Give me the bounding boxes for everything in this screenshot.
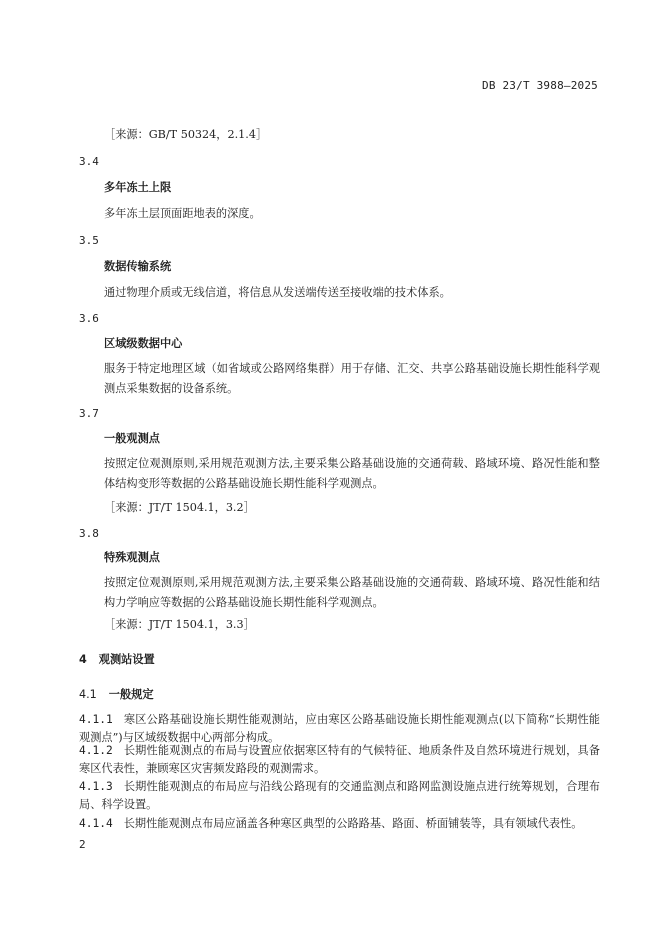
term-definition: 通过物理介质或无线信道，将信息从发送端传送至接收端的技术体系。 [104, 286, 451, 299]
standard-number: DB 23/T 3988—2025 [482, 79, 598, 92]
clause [79, 742, 600, 778]
term-title: 一般观测点 [104, 432, 160, 445]
term-definition: 按照定位观测原则,采用规范观测方法,主要采集公路基础设施的交通荷载、路域环境、路况性能和整体结构变形等数据的公路基础设施长期性能科学观测点。 [104, 457, 600, 490]
source-citation: ［来源：GB/T 50324，2.1.4］ [104, 128, 268, 141]
term-title: 多年冻土上限 [104, 181, 172, 194]
term-number: 3.4 [79, 155, 99, 168]
section-title: 观测站设置 [98, 653, 155, 666]
section-heading [79, 652, 155, 667]
source-citation: ［来源：JT/T 1504.1，3.2］ [104, 501, 255, 514]
term-number: 3.7 [79, 407, 99, 420]
clause-text: 长期性能观测点布局应涵盖各种寒区典型的公路路基、路面、桥面铺装等，具有领域代表性。 [123, 817, 583, 830]
clause-number: 4.1.3 [79, 780, 113, 793]
clause-number: 4.1.2 [79, 744, 113, 757]
clause-number: 4.1.1 [79, 713, 113, 726]
clause-text: 长期性能观测点的布局与设置应依据寒区特有的气候特征、地质条件及自然环境进行规划，具备寒区代表性，兼顾寒区灾害频发路段的观测需求。 [79, 744, 600, 775]
subsection-number: 4.1 [79, 688, 97, 701]
term-title: 特殊观测点 [104, 551, 160, 564]
subsection-heading [79, 687, 154, 702]
term-number: 3.5 [79, 234, 99, 247]
term-definition: 多年冻土层顶面距地表的深度。 [104, 207, 261, 220]
clause-text: 长期性能观测点的布局应与沿线公路现有的交通监测点和路网监测设施点进行统筹规划，合理布局、科学设置。 [79, 780, 600, 811]
term-number: 3.6 [79, 312, 99, 325]
term-definition: 服务于特定地理区域（如省域或公路网络集群）用于存储、汇交、共享公路基础设施长期性能科学观测点采集数据的设备系统。 [104, 362, 600, 395]
source-citation: ［来源：JT/T 1504.1，3.3］ [104, 618, 255, 631]
term-number: 3.8 [79, 527, 99, 540]
section-number: 4 [79, 653, 87, 666]
clause-number: 4.1.4 [79, 817, 113, 830]
clause [79, 815, 600, 833]
clause [79, 778, 600, 814]
term-definition: 按照定位观测原则,采用规范观测方法,主要采集公路基础设施的交通荷载、路域环境、路况性能和结构力学响应等数据的公路基础设施长期性能科学观测点。 [104, 576, 600, 609]
term-title: 区域级数据中心 [104, 337, 183, 350]
clause-text: 寒区公路基础设施长期性能观测站，应由寒区公路基础设施长期性能观测点(以下简称“长期性能观测点”)与区域级数据中心两部分构成。 [79, 713, 600, 744]
term-title: 数据传输系统 [104, 260, 172, 273]
page-number: 2 [79, 838, 86, 851]
subsection-title: 一般规定 [108, 688, 154, 701]
